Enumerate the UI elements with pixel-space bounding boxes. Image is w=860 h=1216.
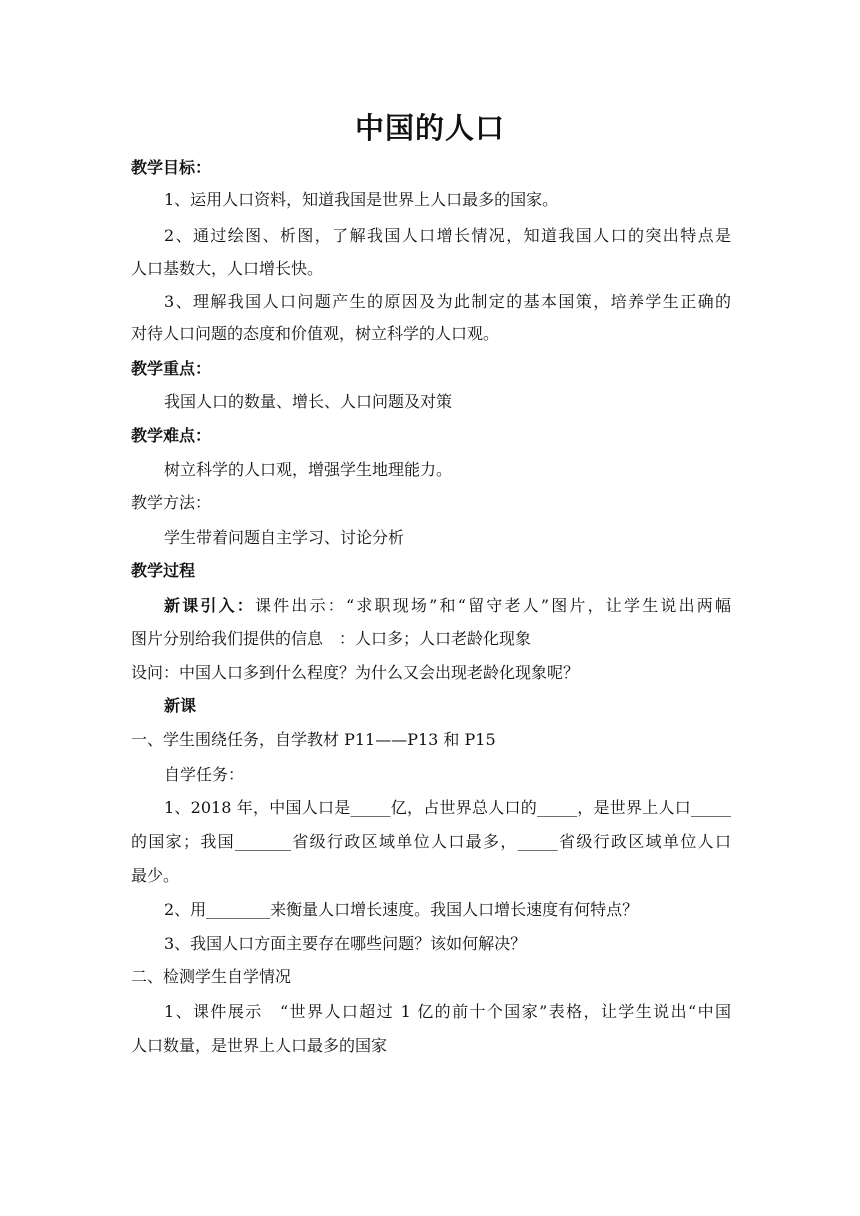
- intro-line-2: 图片分别给我们提供的信息 ：人口多；人口老龄化现象: [131, 629, 532, 648]
- key-points-text: 我国人口的数量、增长、人口问题及对策: [164, 392, 453, 411]
- task-3: 3、我国人口方面主要存在哪些问题？该如何解决？: [164, 934, 527, 953]
- task-1-line-1: 1、2018 年，中国人口是_____亿，占世界总人口的_____，是世界上人口_____: [164, 798, 731, 817]
- intro-text: 课件出示：“求职现场”和“留守老人”图片，让学生说出两幅: [254, 596, 731, 615]
- task-heading: 自学任务：: [164, 765, 245, 784]
- document-title: 中国的人口: [354, 111, 505, 145]
- task-1-line-3: 最少。: [131, 866, 180, 885]
- section-2-heading: 二、检测学生自学情况: [131, 967, 292, 986]
- check-1-line-2: 人口数量，是世界上人口最多的国家: [131, 1036, 388, 1055]
- objectives-heading: 教学目标：: [131, 158, 212, 177]
- new-lesson-heading: 新课: [164, 696, 197, 715]
- objective-item-1: 1、运用人口资料，知道我国是世界上人口最多的国家。: [164, 190, 559, 209]
- intro-label: 新课引入：: [164, 596, 255, 615]
- task-1-line-2: 的国家；我国_______省级行政区域单位人口最多，_____省级行政区域单位人口: [131, 832, 731, 851]
- intro-line-1: [164, 595, 731, 617]
- objective-item-2-line-1: 2、通过绘图、析图，了解我国人口增长情况，知道我国人口的突出特点是: [164, 226, 731, 245]
- difficulties-text: 树立科学的人口观，增强学生地理能力。: [164, 460, 453, 479]
- intro-question: 设问：中国人口多到什么程度？为什么又会出现老龄化现象呢？: [131, 663, 580, 682]
- check-1-line-1: 1、课件展示 “世界人口超过 1 亿的前十个国家”表格，让学生说出“中国: [164, 1002, 731, 1021]
- section-1-heading: 一、学生围绕任务，自学教材 P11——P13 和 P15: [131, 730, 496, 749]
- objective-item-2-line-2: 人口基数大，人口增长快。: [131, 259, 324, 278]
- objective-item-3-line-1: 3、理解我国人口问题产生的原因及为此制定的基本国策，培养学生正确的: [164, 292, 731, 311]
- task-2: 2、用________来衡量人口增长速度。我国人口增长速度有何特点？: [164, 900, 639, 919]
- objective-item-3-line-2: 对待人口问题的态度和价值观，树立科学的人口观。: [131, 324, 500, 343]
- key-points-heading: 教学重点：: [131, 359, 212, 378]
- process-heading: 教学过程: [131, 561, 196, 580]
- methods-text: 学生带着问题自主学习、讨论分析: [164, 528, 405, 547]
- methods-heading: 教学方法：: [131, 493, 212, 512]
- difficulties-heading: 教学难点：: [131, 426, 212, 445]
